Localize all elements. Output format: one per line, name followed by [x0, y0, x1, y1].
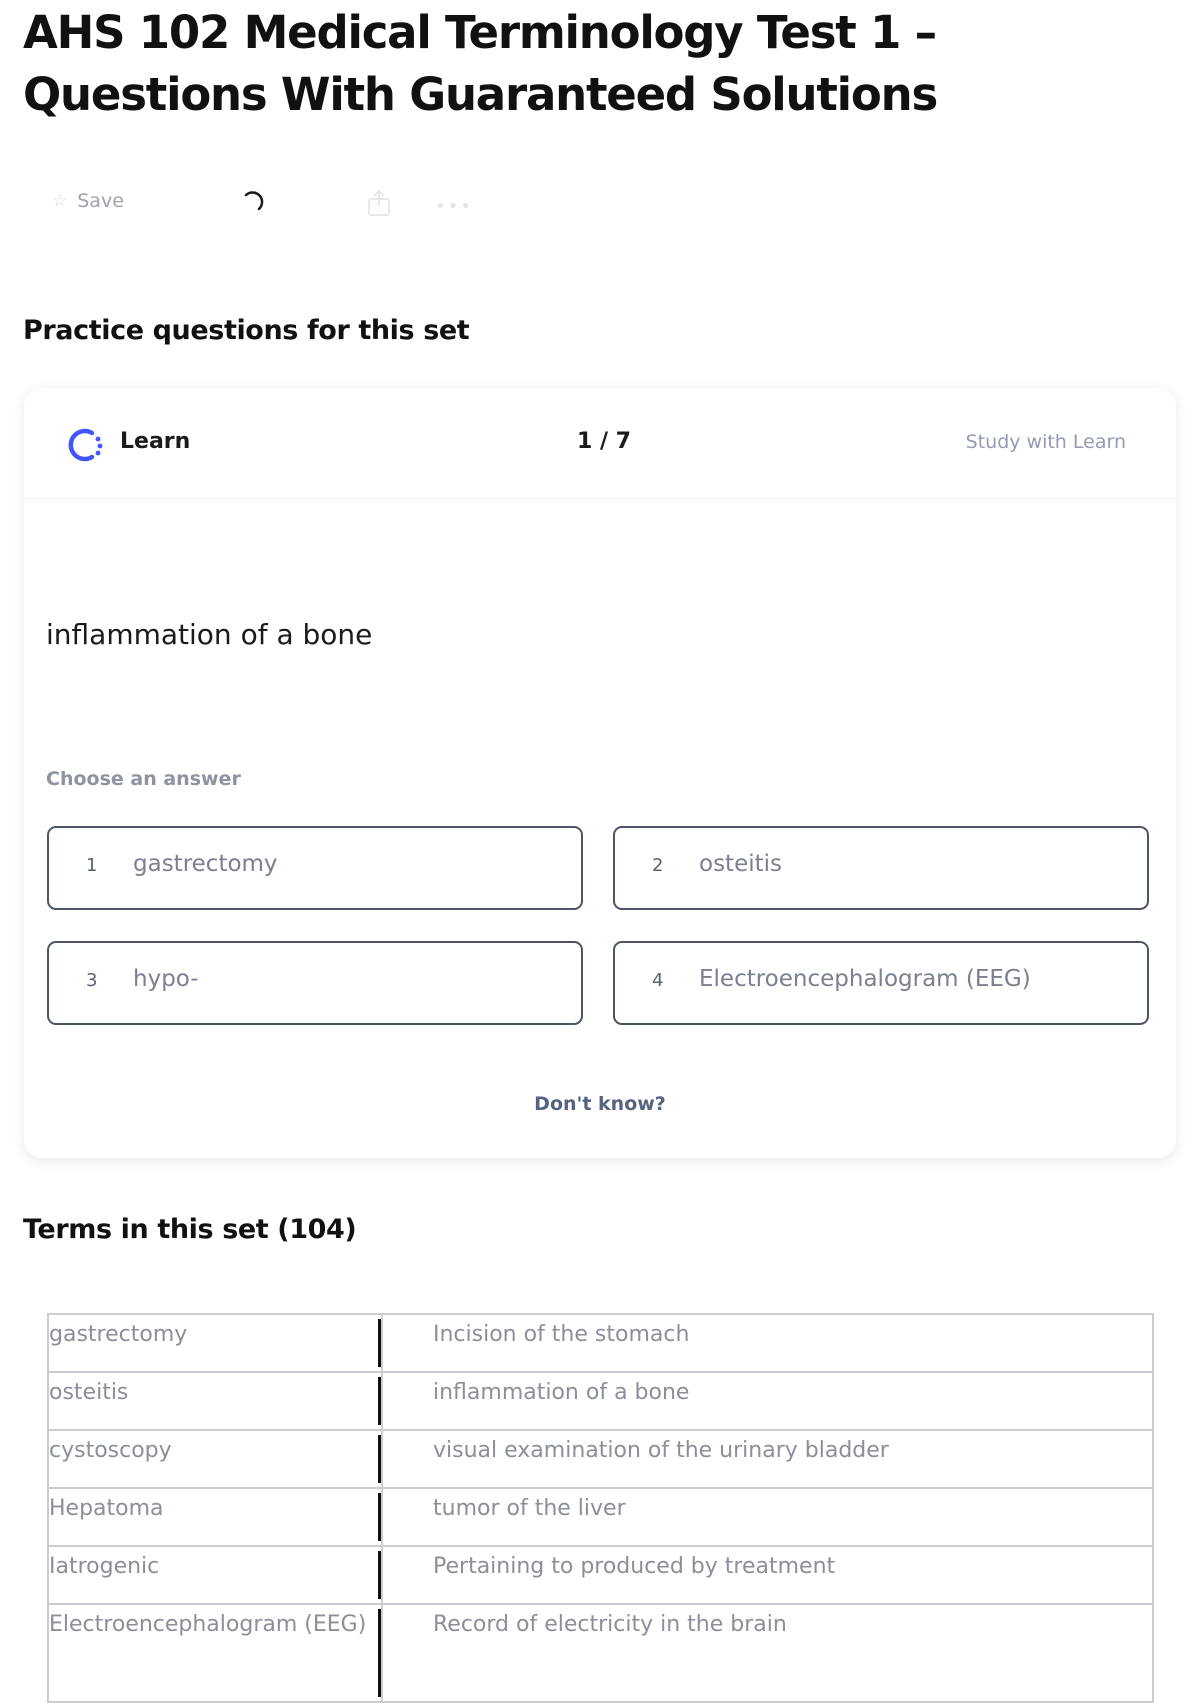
study-with-learn-link[interactable]: Study with Learn [965, 431, 1126, 453]
share-icon[interactable] [366, 188, 392, 218]
answer-option-3[interactable] [47, 941, 583, 1025]
definition-cell: Incision of the stomach [382, 1314, 1153, 1372]
definition-cell: Pertaining to produced by treatment [382, 1546, 1153, 1604]
more-icon[interactable]: ••• [435, 196, 473, 217]
term-cell: osteitis [48, 1372, 382, 1430]
option-text: osteitis [699, 851, 783, 877]
learn-mode-label: Learn [120, 429, 191, 454]
term-cell: cystoscopy [48, 1430, 382, 1488]
card-header [24, 388, 1176, 499]
option-number: 4 [652, 970, 664, 991]
term-cell: Electroencephalogram (EEG) [48, 1604, 382, 1702]
option-text: gastrectomy [133, 851, 278, 877]
term-cell: Iatrogenic [48, 1546, 382, 1604]
option-number: 3 [86, 970, 98, 991]
answer-option-1[interactable] [47, 826, 583, 910]
table-row [48, 1314, 1153, 1372]
definition-cell: inflammation of a bone [382, 1372, 1153, 1430]
table-row [48, 1488, 1153, 1546]
term-cell: gastrectomy [48, 1314, 382, 1372]
save-label: Save [77, 190, 124, 212]
save-button[interactable] [52, 190, 124, 212]
learn-card [24, 388, 1176, 1158]
table-row [48, 1604, 1153, 1702]
learn-icon [62, 423, 106, 467]
table-row [48, 1546, 1153, 1604]
definition-cell: tumor of the liver [382, 1488, 1153, 1546]
option-text: Electroencephalogram (EEG) [699, 966, 1031, 992]
progress-counter: 1 / 7 [577, 429, 631, 454]
definition-cell: Record of electricity in the brain [382, 1604, 1153, 1702]
practice-heading: Practice questions for this set [23, 315, 470, 346]
option-number: 1 [86, 855, 98, 876]
definition-cell: visual examination of the urinary bladder [382, 1430, 1153, 1488]
option-number: 2 [652, 855, 664, 876]
toolbar [52, 190, 512, 224]
choose-answer-label: Choose an answer [46, 768, 241, 790]
star-icon: ☆ [52, 191, 68, 211]
term-cell: Hepatoma [48, 1488, 382, 1546]
terms-table [47, 1313, 1154, 1703]
option-text: hypo- [133, 966, 199, 992]
answer-option-2[interactable] [613, 826, 1149, 910]
terms-heading: Terms in this set (104) [23, 1214, 357, 1245]
table-row [48, 1372, 1153, 1430]
question-prompt: inflammation of a bone [46, 618, 373, 651]
dont-know-button[interactable]: Don't know? [534, 1093, 666, 1115]
page-title: AHS 102 Medical Terminology Test 1 – Questions With Guaranteed Solutions [23, 6, 938, 121]
answer-option-4[interactable] [613, 941, 1149, 1025]
table-row [48, 1430, 1153, 1488]
loading-spinner-icon [240, 189, 266, 215]
